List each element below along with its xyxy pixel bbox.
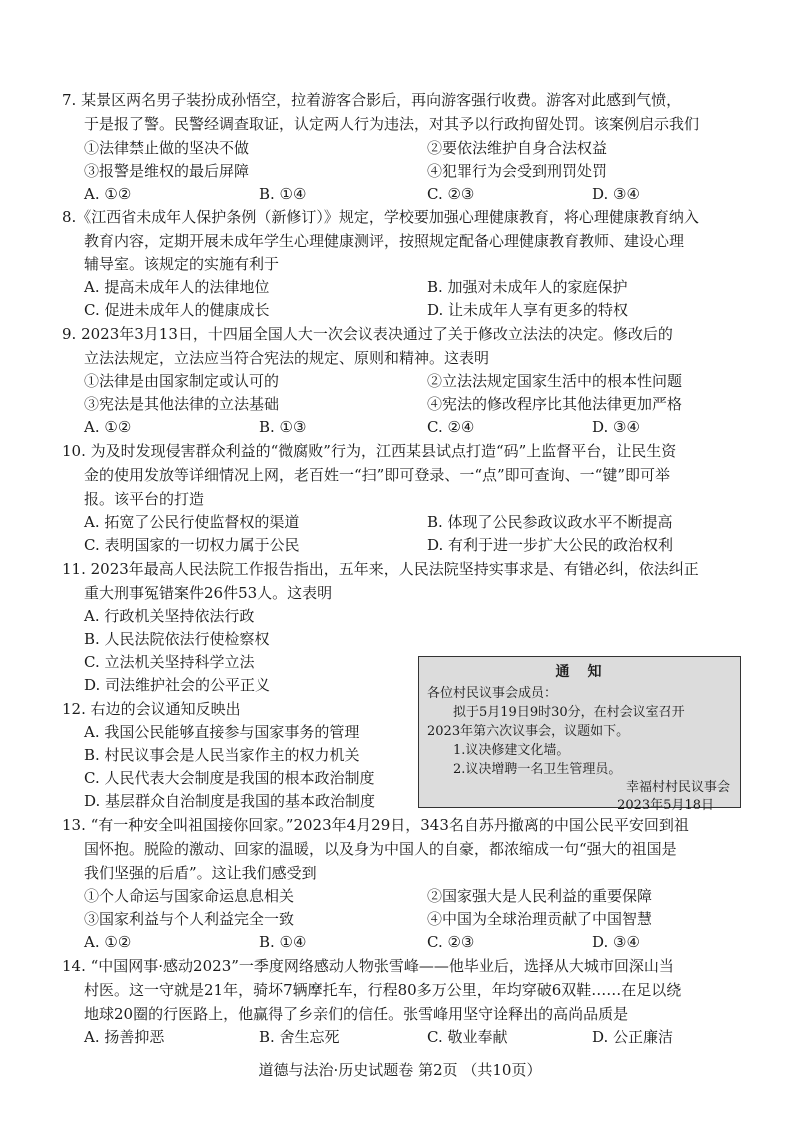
q7-stem-line-2: 于是报了警。民警经调查取证，认定两人行为违法，对其予以行政拘留处罚。该案例启示我们: [84, 115, 700, 133]
q13-statement-1: ①个人命运与国家命运息息相关: [84, 887, 295, 905]
q10-option-d: D. 有利于进一步扩大公民的政治权利: [427, 536, 674, 554]
notice-item-1: 1.议决修建文化墙。: [453, 743, 570, 758]
q12-option-a: A. 我国公民能够直接参与国家事务的管理: [84, 723, 360, 741]
q11-option-a: A. 行政机关坚持依法行政: [84, 607, 255, 625]
page-footer: 道德与法治·历史试题卷 第2页 （共10页）: [258, 1061, 542, 1079]
q13-option-b: B. ①④: [259, 933, 307, 951]
q9-option-c: C. ②④: [427, 418, 475, 436]
q14-option-d: D. 公正廉洁: [592, 1028, 674, 1046]
q8-stem-line-3: 辅导室。该规定的实施有利于: [84, 255, 280, 273]
q10-stem-line-2: 金的使用发放等详细情况上网，老百姓一“扫”即可登录、一“点”即可查询、一“键”即可举: [84, 466, 671, 484]
notice-salutation: 各位村民议事会成员：: [427, 686, 558, 701]
q13-statement-3: ③国家利益与个人利益完全一致: [84, 910, 295, 928]
q12-stem: 12. 右边的会议通知反映出: [62, 700, 241, 718]
q11-option-c: C. 立法机关坚持科学立法: [84, 653, 255, 671]
q9-option-d: D. ③④: [592, 418, 640, 436]
q11-stem-line-2: 重大刑事冤错案件26件53人。这表明: [84, 584, 333, 602]
q10-option-b: B. 体现了公民参政议政水平不断提高: [427, 513, 673, 531]
q13-option-c: C. ②③: [427, 933, 475, 951]
q10-stem-line-1: 10. 为及时发现侵害群众利益的“微腐败”行为，江西某县试点打造“码”上监督平台，让民生资: [62, 442, 677, 460]
q7-stem-line-1: 7. 某景区两名男子装扮成孙悟空，拉着游客合影后，再向游客强行收费。游客对此感到气愤，: [62, 91, 682, 109]
q7-statement-2: ②要依法维护自身合法权益: [427, 139, 608, 157]
q9-statement-1: ①法律是由国家制定或认可的: [84, 372, 280, 390]
q8-option-d: D. 让未成年人享有更多的特权: [427, 301, 629, 319]
q14-option-a: A. 扬善抑恶: [84, 1028, 165, 1046]
q8-stem-line-1: 8.《江西省未成年人保护条例（新修订）》规定，学校要加强心理健康教育，将心理健康教育纳入: [62, 208, 699, 226]
q10-option-a: A. 拓宽了公民行使监督权的渠道: [84, 513, 300, 531]
q9-stem-line-1: 9. 2023年3月13日，十四届全国人大一次会议表决通过了关于修改立法法的决定。修改后的: [62, 325, 673, 343]
q13-option-d: D. ③④: [592, 933, 640, 951]
q10-option-c: C. 表明国家的一切权力属于公民: [84, 536, 300, 554]
q8-option-a: A. 提高未成年人的法律地位: [84, 278, 270, 296]
q8-stem-line-2: 教育内容，定期开展未成年学生心理健康测评，按照规定配备心理健康教育教师、建设心理: [84, 232, 685, 250]
q8-option-b: B. 加强对未成年人的家庭保护: [427, 278, 628, 296]
q13-statement-4: ④中国为全球治理贡献了中国智慧: [427, 910, 653, 928]
q13-stem-line-3: 我们坚强的后盾”。这让我们感受到: [84, 864, 317, 882]
q11-option-d: D. 司法维护社会的公平正义: [84, 676, 271, 694]
meeting-notice-box: [418, 656, 741, 813]
q7-option-c: C. ②③: [427, 185, 475, 203]
notice-date: 2023年5月18日: [617, 798, 714, 813]
q14-option-c: C. 敬业奉献: [427, 1028, 508, 1046]
q14-option-b: B. 舍生忘死: [259, 1028, 340, 1046]
q12-option-c: C. 人民代表大会制度是我国的根本政治制度: [84, 769, 375, 787]
q12-option-d: D. 基层群众自治制度是我国的基本政治制度: [84, 792, 376, 810]
q9-stem-line-2: 立法法规定，立法应当符合宪法的规定、原则和精神。这表明: [84, 349, 490, 367]
q13-stem-line-2: 国怀抱。脱险的激动、回家的温暖，以及身为中国人的自豪，都浓缩成一句“强大的祖国是: [84, 840, 677, 858]
q13-option-a: A. ①②: [84, 933, 132, 951]
q9-statement-2: ②立法法规定国家生活中的根本性问题: [427, 372, 683, 390]
notice-signature: 幸福村村民议事会: [625, 780, 730, 795]
q7-option-a: A. ①②: [84, 185, 132, 203]
q8-option-c: C. 促进未成年人的健康成长: [84, 301, 270, 319]
q7-option-d: D. ③④: [592, 185, 640, 203]
q9-option-b: B. ①③: [259, 418, 307, 436]
q11-option-b: B. 人民法院依法行使检察权: [84, 630, 270, 648]
q10-stem-line-3: 报。该平台的打造: [84, 490, 205, 508]
q13-statement-2: ②国家强大是人民利益的重要保障: [427, 887, 653, 905]
q9-option-a: A. ①②: [84, 418, 132, 436]
notice-title: 通 知: [555, 664, 604, 680]
q14-stem-line-1: 14. “中国网事·感动2023”一季度网络感动人物张雪峰——他毕业后，选择从大城市回深山当: [62, 957, 674, 975]
q7-statement-4: ④犯罪行为会受到刑罚处罚: [427, 162, 608, 180]
q7-statement-1: ①法律禁止做的坚决不做: [84, 139, 250, 157]
q9-statement-4: ④宪法的修改程序比其他法律更加严格: [427, 395, 683, 413]
q9-statement-3: ③宪法是其他法律的立法基础: [84, 395, 280, 413]
q7-statement-3: ③报警是维权的最后屏障: [84, 162, 250, 180]
notice-body-line-2: 2023年第六次议事会，议题如下。: [427, 724, 630, 739]
q11-stem-line-1: 11. 2023年最高人民法院工作报告指出，五年来，人民法院坚持实事求是、有错必纠，依法纠正: [62, 560, 699, 578]
q14-stem-line-2: 村医。这一守就是21年，骑坏7辆摩托车，行程80多万公里，年均穿破6双鞋……在足以绕: [84, 981, 682, 999]
q14-stem-line-3: 地球20圈的行医路上，他赢得了乡亲们的信任。张雪峰用坚守诠释出的高尚品质是: [84, 1005, 629, 1023]
q13-stem-line-1: 13. “有一种安全叫祖国接你回家。”2023年4月29日，343名自苏丹撤离的中国公民平安回到祖: [62, 816, 689, 834]
notice-item-2: 2.议决增聘一名卫生管理员。: [453, 762, 622, 777]
q7-option-b: B. ①④: [259, 185, 307, 203]
notice-body-line-1: 拟于5月19日9时30分，在村会议室召开: [453, 705, 685, 720]
q12-option-b: B. 村民议事会是人民当家作主的权力机关: [84, 746, 360, 764]
